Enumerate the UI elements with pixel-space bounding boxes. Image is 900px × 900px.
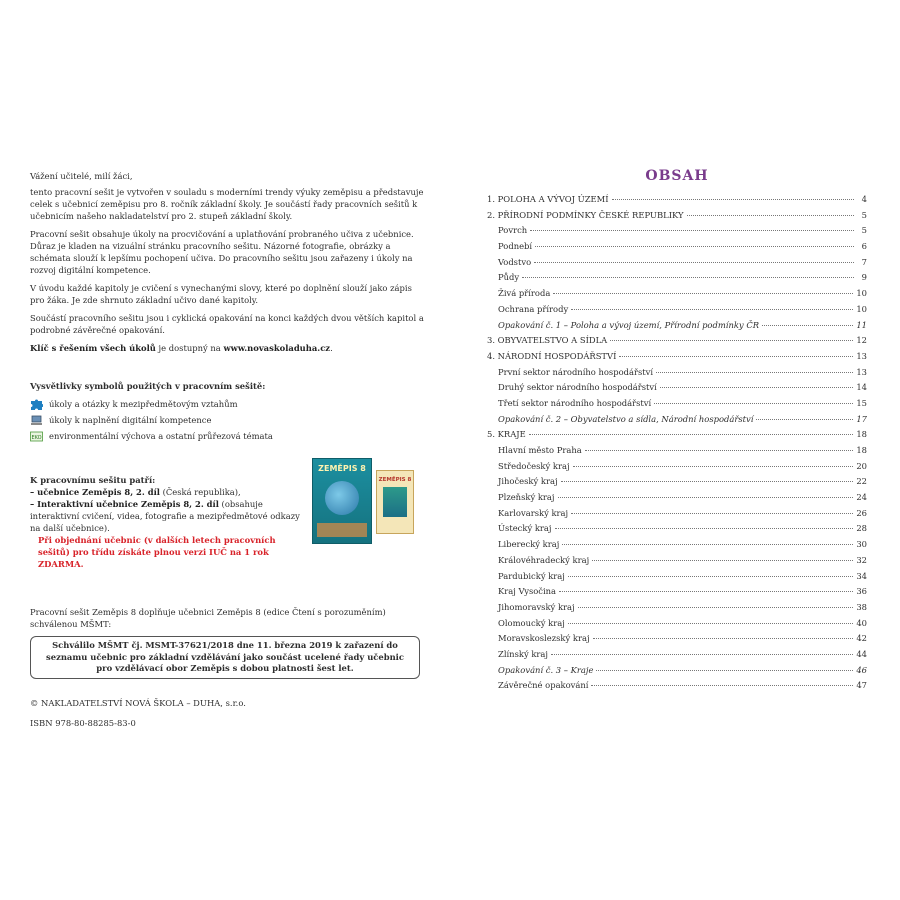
toc-entry-page: 13 — [856, 366, 867, 377]
toc-dot-leader — [610, 340, 853, 341]
toc-dot-leader — [522, 277, 854, 278]
legend-text-eko: environmentální výchova a ostatní průřezová témata — [49, 431, 273, 441]
toc-entry[interactable] — [487, 429, 867, 445]
eko-icon — [30, 431, 43, 442]
toc-list — [487, 194, 867, 696]
intro-paragraph-2: Pracovní sešit obsahuje úkoly na procvičování a uplatňování probraného učiva z učebnice. Důraz je kladen na vizuální stránku pracovního sešitu. Názorné fotografie, obrázky a schémata slouží k lepšímu pochopení učiva. Do pracovního sešitu jsou zařazeny i úkoly na rozvoj digitální kompetence. — [30, 229, 414, 275]
toc-entry[interactable] — [487, 335, 867, 351]
toc-entry-page: 40 — [856, 617, 867, 628]
toc-title: OBSAH — [645, 168, 709, 184]
workbook-cover-picture — [383, 487, 407, 517]
toc-entry-label: Závěrečné opakování — [498, 680, 589, 691]
intro-paragraph-4: Součástí pracovního sešitu jsou i cyklická opakování na konci každých dvou větších kapitol a podrobné závěrečné opakování. — [30, 313, 424, 335]
toc-entry-page: 14 — [856, 382, 867, 393]
intro-paragraph-3: V úvodu každé kapitoly je cvičení s vynechanými slovy, které po doplnění slouží jako zápis pro žáka. Je zde shrnuto základní učivo dané kapitoly. — [30, 283, 412, 305]
toc-dot-leader — [654, 403, 853, 404]
legend-text-puzzle: úkoly a otázky k mezipředmětovým vztahům — [49, 399, 238, 409]
toc-entry-page: 6 — [861, 241, 867, 252]
toc-entry[interactable] — [487, 539, 867, 555]
toc-entry-page: 38 — [856, 601, 867, 612]
toc-entry-page: 17 — [856, 413, 867, 424]
toc-entry-label: Ochrana přírody — [498, 303, 569, 314]
toc-entry-page: 28 — [856, 523, 867, 534]
book-covers — [312, 458, 414, 544]
toc-entry-page: 18 — [856, 445, 867, 455]
copyright: © NAKLADATELSTVÍ NOVÁ ŠKOLA – DUHA, s.r.o. — [30, 697, 246, 708]
puzzle-icon — [30, 399, 43, 410]
toc-entry-label: Jihomoravský kraj — [498, 601, 575, 612]
toc-dot-leader — [592, 560, 853, 561]
toc-entry[interactable] — [487, 476, 867, 492]
toc-dot-leader — [619, 356, 853, 357]
toc-entry-label: Plzeňský kraj — [498, 492, 555, 503]
toc-entry-page: 32 — [856, 554, 867, 565]
answer-key-url[interactable]: www.novaskoladuha.cz — [223, 343, 331, 353]
toc-entry[interactable] — [487, 304, 867, 320]
toc-entry-page: 20 — [856, 460, 867, 471]
toc-entry-label: 1. POLOHA A VÝVOJ ÚZEMÍ — [487, 194, 609, 204]
toc-entry[interactable] — [487, 461, 867, 477]
toc-entry-page: 5 — [861, 225, 867, 236]
toc-entry[interactable] — [487, 241, 867, 257]
toc-entry-page: 12 — [856, 335, 867, 346]
toc-dot-leader — [762, 325, 853, 326]
toc-entry[interactable] — [487, 602, 867, 618]
toc-entry-label: Hlavní město Praha — [498, 445, 582, 455]
toc-entry-page: 46 — [856, 664, 867, 675]
toc-entry-label: Zlínský kraj — [498, 648, 549, 659]
toc-dot-leader — [568, 623, 854, 624]
promo-note: Při objednání učebnic (v dalších letech pracovních sešitů) pro třídu získáte plnou verzi IUČ na 1 rok ZDARMA. — [38, 535, 276, 569]
belongs-item-interactive-title: – Interaktivní učebnice Zeměpis 8, 2. díl — [30, 499, 219, 509]
toc-entry[interactable] — [487, 633, 867, 649]
toc-entry[interactable] — [487, 555, 867, 571]
belongs-item-interactive — [30, 498, 302, 534]
toc-dot-leader — [561, 481, 854, 482]
toc-entry-label: Pardubický kraj — [498, 570, 565, 581]
toc-entry-page: 18 — [856, 429, 867, 440]
toc-entry-label: Olomoucký kraj — [498, 617, 565, 628]
symbol-legend — [30, 380, 425, 444]
toc-dot-leader — [535, 246, 854, 247]
toc-dot-leader — [756, 419, 853, 420]
toc-entry-page: 11 — [856, 319, 867, 330]
toc-dot-leader — [612, 199, 854, 200]
toc-entry-page: 24 — [856, 492, 867, 503]
toc-dot-leader — [571, 309, 853, 310]
isbn: ISBN 978-80-88285-83-0 — [30, 717, 136, 728]
toc-dot-leader — [555, 528, 854, 529]
computer-icon — [30, 415, 43, 426]
toc-entry[interactable] — [487, 320, 867, 336]
answer-key-mid: je dostupný na — [155, 343, 224, 353]
toc-entry-label: Moravskoslezský kraj — [498, 633, 590, 644]
textbook-cover-title: ZEMĚPIS 8 — [318, 464, 366, 473]
toc-entry-page: 26 — [856, 507, 867, 518]
toc-entry[interactable] — [487, 257, 867, 273]
toc-entry[interactable] — [487, 445, 867, 461]
toc-dot-leader — [656, 372, 853, 373]
imprint-section — [30, 606, 420, 729]
toc-entry-page: 30 — [856, 539, 867, 550]
toc-entry-page: 7 — [861, 256, 867, 267]
toc-entry-label: Karlovarský kraj — [498, 507, 569, 518]
toc-entry[interactable] — [487, 523, 867, 539]
table-of-contents — [487, 168, 867, 696]
toc-dot-leader — [568, 576, 853, 577]
toc-dot-leader — [529, 434, 854, 435]
belongs-item-textbook-title: – učebnice Zeměpis 8, 2. díl — [30, 487, 160, 497]
toc-entry[interactable] — [487, 382, 867, 398]
eko-badge-text: EKO — [31, 434, 42, 441]
workbook-cover-title: ZEMĚPIS 8 — [378, 477, 412, 483]
toc-entry[interactable] — [487, 225, 867, 241]
answer-key-note — [30, 342, 425, 354]
belongs-section — [30, 464, 425, 570]
toc-dot-leader — [534, 262, 854, 263]
toc-entry-label: 4. NÁRODNÍ HOSPODÁŘSTVÍ — [487, 350, 617, 361]
toc-entry[interactable] — [487, 398, 867, 414]
toc-entry-label: Třetí sektor národního hospodářství — [498, 397, 652, 408]
toc-entry-label: 3. OBYVATELSTVO A SÍDLA — [487, 335, 608, 346]
toc-entry-label: Opakování č. 2 – Obyvatelstvo a sídla, Národní hospodářství — [498, 413, 754, 424]
toc-entry[interactable] — [487, 649, 867, 665]
belongs-item-textbook — [30, 486, 302, 498]
toc-entry[interactable] — [487, 571, 867, 587]
toc-entry-page: 47 — [856, 680, 867, 691]
toc-entry-page: 10 — [856, 288, 867, 299]
toc-entry[interactable] — [487, 272, 867, 288]
toc-entry-page: 22 — [856, 476, 867, 487]
toc-entry[interactable] — [487, 586, 867, 602]
legend-item — [30, 412, 425, 428]
toc-dot-leader — [530, 230, 854, 231]
toc-entry-page: 34 — [856, 570, 867, 581]
toc-entry[interactable] — [487, 618, 867, 634]
globe-image — [325, 481, 359, 515]
toc-entry-page: 13 — [856, 350, 867, 361]
textbook-cover — [312, 458, 372, 544]
toc-dot-leader — [660, 387, 853, 388]
toc-entry-label: 2. PŘÍRODNÍ PODMÍNKY ČESKÉ REPUBLIKY — [487, 209, 684, 220]
toc-dot-leader — [562, 544, 853, 545]
answer-key-bold: Klíč s řešením všech úkolů — [30, 343, 156, 353]
toc-entry[interactable] — [487, 492, 867, 508]
toc-entry-page: 4 — [861, 194, 867, 204]
toc-entry[interactable] — [487, 194, 867, 210]
toc-dot-leader — [551, 654, 853, 655]
toc-dot-leader — [553, 293, 853, 294]
toc-entry[interactable] — [487, 508, 867, 524]
legend-item — [30, 396, 425, 412]
toc-entry-label: Povrch — [498, 225, 528, 236]
greeting: Vážení učitelé, milí žáci, — [30, 171, 133, 181]
legend-heading: Vysvětlivky symbolů použitých v pracovním sešitě: — [30, 381, 266, 391]
toc-entry-label: Kraj Vysočina — [498, 586, 557, 597]
toc-dot-leader — [591, 685, 853, 686]
answer-key-end: . — [330, 343, 333, 353]
approval-box: Schválilo MŠMT čj. MSMT-37621/2018 dne 11. března 2019 k zařazení do seznamu učebnic pro základní vzdělávání jako součást ucelené řady učebnic pro vzdělávací obor Zeměpis s dobou platnosti šest let. — [30, 636, 420, 679]
toc-entry[interactable] — [487, 680, 867, 696]
toc-dot-leader — [578, 607, 854, 608]
toc-entry-page: 15 — [856, 397, 867, 408]
legend-text-computer: úkoly k naplnění digitální kompetence — [49, 415, 212, 425]
toc-entry-label: Královéhradecký kraj — [498, 554, 590, 565]
belongs-item-textbook-desc: (Česká republika), — [159, 487, 241, 497]
toc-entry-label: Středočeský kraj — [498, 460, 570, 471]
toc-entry-page: 10 — [856, 303, 867, 314]
toc-entry-page: 5 — [861, 209, 867, 220]
toc-dot-leader — [596, 670, 853, 671]
supplement-note: Pracovní sešit Zeměpis 8 doplňuje učebnici Zeměpis 8 (edice Čtení s porozuměním) schválenou MŠMT: — [30, 607, 386, 629]
toc-entry-label: Živá příroda — [498, 288, 551, 299]
toc-entry-label: Opakování č. 3 – Kraje — [498, 664, 594, 675]
toc-entry[interactable] — [487, 414, 867, 430]
toc-entry-label: Druhý sektor národního hospodářství — [498, 382, 657, 393]
toc-entry-label: Jihočeský kraj — [498, 476, 558, 487]
toc-entry-label: 5. KRAJE — [487, 429, 526, 440]
toc-dot-leader — [593, 638, 854, 639]
toc-entry[interactable] — [487, 367, 867, 383]
toc-entry[interactable] — [487, 288, 867, 304]
toc-entry-page: 36 — [856, 586, 867, 597]
legend-item — [30, 428, 425, 444]
toc-entry-label: Vodstvo — [498, 256, 532, 267]
toc-entry-label: Podnebí — [498, 241, 533, 252]
toc-dot-leader — [687, 215, 854, 216]
toc-entry[interactable] — [487, 210, 867, 226]
toc-entry-label: Liberecký kraj — [498, 539, 560, 550]
belongs-item-interactive-desc: (obsahuje interaktivní cvičení, videa, fotografie a mezipředmětové odkazy na další učebnice). — [30, 499, 300, 533]
toc-entry-label: Půdy — [498, 272, 520, 283]
toc-entry-page: 44 — [856, 648, 867, 659]
toc-entry-page: 42 — [856, 633, 867, 644]
workbook-cover — [376, 470, 414, 534]
toc-dot-leader — [558, 497, 854, 498]
toc-entry-label: Opakování č. 1 – Poloha a vývoj území, Přírodní podmínky ČR — [498, 319, 760, 330]
toc-dot-leader — [573, 466, 854, 467]
left-page — [30, 170, 425, 570]
belongs-heading: K pracovnímu sešitu patří: — [30, 475, 156, 485]
cover-photo-strip — [317, 523, 367, 537]
toc-entry[interactable] — [487, 351, 867, 367]
toc-entry-label: Ústecký kraj — [498, 523, 552, 534]
intro-paragraph-1: tento pracovní sešit je vytvořen v souladu s moderními trendy výuky zeměpisu a představuje celek s učebnicí zeměpisu pro 8. ročník základní školy. Je součástí řady pracovních sešitů k učebnicím našeho nakladatelství pro 2. stupeň základní školy. — [30, 187, 424, 221]
toc-dot-leader — [559, 591, 853, 592]
toc-dot-leader — [585, 450, 854, 451]
toc-entry-label: První sektor národního hospodářství — [498, 366, 654, 377]
toc-entry-page: 9 — [861, 272, 867, 283]
toc-dot-leader — [571, 513, 853, 514]
toc-entry[interactable] — [487, 665, 867, 681]
